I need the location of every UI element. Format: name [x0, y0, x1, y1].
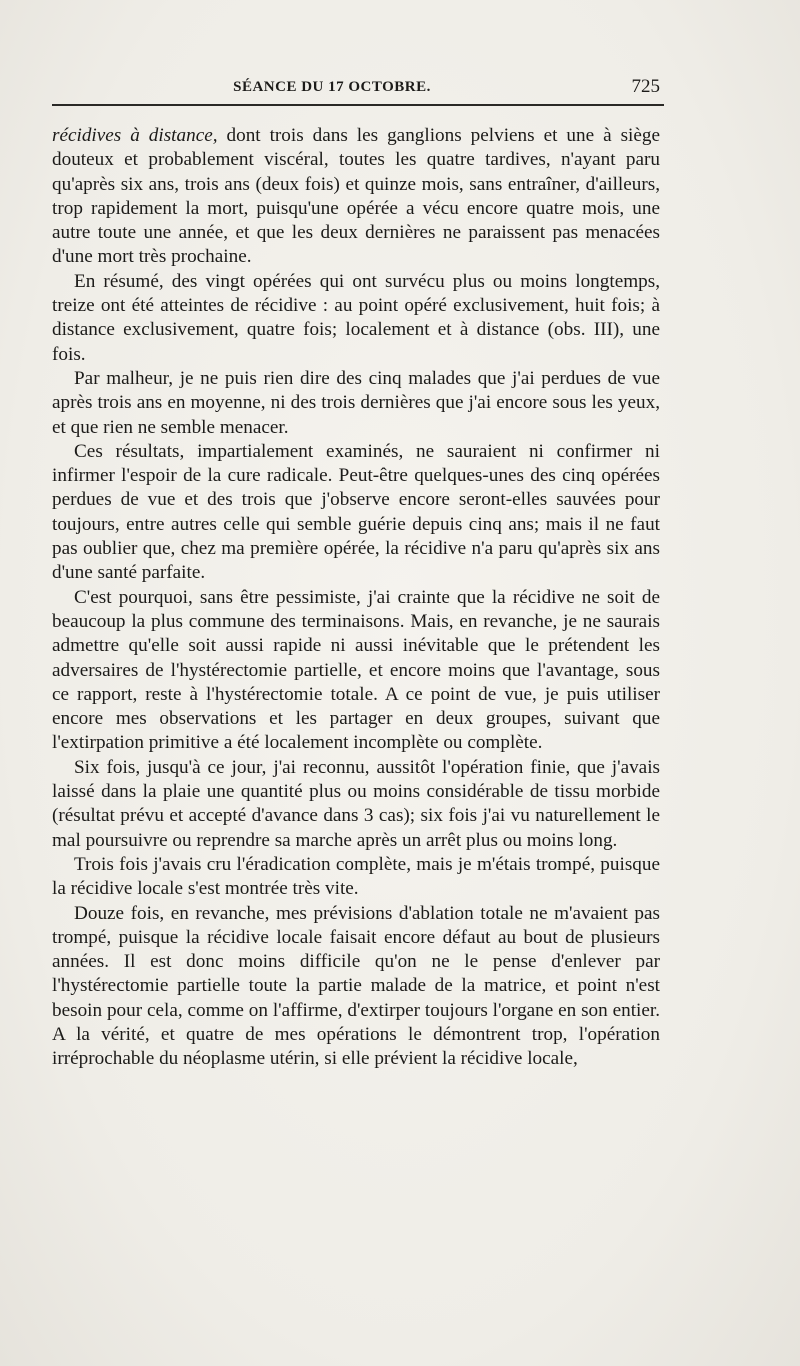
paragraph-6: Six fois, jusqu'à ce jour, j'ai reconnu, aussitôt l'opération finie, que j'avais laissé dans la plaie une quantité plus ou moins considérable de tissu morbide (résultat prévu et accepté d'avance dans 3 cas); six fois j'ai vu naturellement le mal poursuivre ou reprendre sa marche après un arrêt plus ou moins long.: [52, 756, 660, 851]
paragraph-7: Trois fois j'avais cru l'éradication complète, mais je m'étais trompé, puisque la récidive locale s'est montrée très vite.: [52, 853, 660, 900]
paragraph-1-italic: récidives à distance,: [52, 125, 218, 146]
running-head: SÉANCE DU 17 OCTOBRE.: [233, 79, 431, 95]
paragraph-3: Par malheur, je ne puis rien dire des cinq malades que j'ai perdues de vue après trois ans en moyenne, ni des trois dernières que j'ai encore sous les yeux, et que rien ne semble menacer.: [52, 367, 660, 438]
paragraph-4: Ces résultats, impartialement examinés, ne sauraient ni confirmer ni infirmer l'espoir de la cure radicale. Peut-être quelques-unes des cinq opérées perdues de vue et des trois que j'observe encore seront-elles sauvées pour toujours, entre autres celle qui semble guérie depuis cinq ans; mais il ne faut pas oublier que, chez ma première opérée, la récidive n'a paru qu'après six ans d'une santé parfaite.: [52, 440, 660, 584]
page-header: [52, 76, 662, 100]
body-text: [52, 124, 660, 1072]
header-rule: [52, 104, 664, 106]
page-number: 725: [631, 76, 660, 97]
paragraph-2: En résumé, des vingt opérées qui ont survécu plus ou moins longtemps, treize ont été atteintes de récidive : au point opéré exclusivement, huit fois; à distance exclusivement, quatre fois; localement et à distance (obs. III), une fois.: [52, 270, 660, 365]
paragraph-1: [52, 124, 660, 270]
paragraph-1-text: dont trois dans les ganglions pelviens et une à siège douteux et probablement viscéral, toutes les quatre tardives, n'ayant paru qu'après six ans, trois ans (deux fois) et quinze mois, sans entraîner, d'ailleurs, trop rapidement la mort, puisqu'une opérée a vécu encore quatre mois, une autre toute une année, et que les deux dernières ne paraissent pas menacées d'une mort très prochaine.: [52, 125, 660, 268]
paragraph-8: Douze fois, en revanche, mes prévisions d'ablation totale ne m'avaient pas trompé, puisque la récidive locale faisait encore défaut au bout de plusieurs années. Il est donc moins difficile qu'on ne le pense d'enlever par l'hystérectomie partielle toute la partie malade de la matrice, et point n'est besoin pour cela, comme on l'affirme, d'extirper toujours l'organe en son entier. A la vérité, et quatre de mes opérations le démontrent trop, l'opération irréprochable du néoplasme utérin, si elle prévient la récidive locale,: [52, 902, 660, 1070]
paragraph-5: C'est pourquoi, sans être pessimiste, j'ai crainte que la récidive ne soit de beaucoup la plus commune des terminaisons. Mais, en revanche, je ne saurais admettre qu'elle soit aussi rapide ni aussi inévitable que le prétendent les adversaires de l'hystérectomie partielle, et encore moins que l'avantage, sous ce rapport, reste à l'hystérectomie totale. A ce point de vue, je puis utiliser encore mes observations et les partager en deux groupes, suivant que l'extirpation primitive a été localement incomplète ou complète.: [52, 586, 660, 754]
